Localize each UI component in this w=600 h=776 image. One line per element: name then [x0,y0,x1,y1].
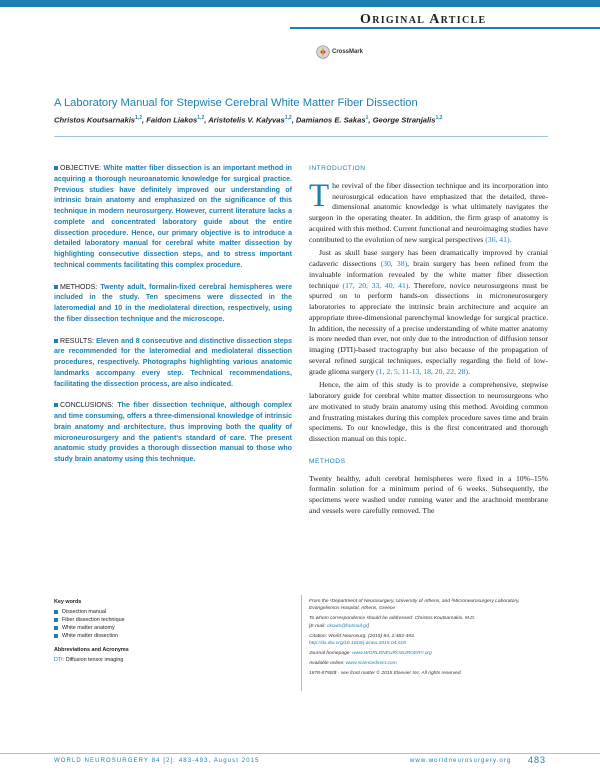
abstract [54,164,292,477]
footnote-divider [301,595,302,691]
citation-note: Citation: World Neurosurg. (2015) 84, 2:483-493. http://dx.doi.org/10.1016/j.wneu.2015.04.018 [309,633,416,647]
correspondence-note: To whom correspondence should be addressed: Christos Koutsarnakis, M.D. [E-mail: ckouts@hotmail.gr] [309,616,476,629]
author-name[interactable]: Faidon Liakos [146,115,198,125]
section-label: Original Article [360,12,487,27]
author-affiliation: 1 [365,115,369,121]
bullet-icon [54,634,58,638]
author-name[interactable]: Christos Koutsarnakis [54,115,136,125]
author-name[interactable]: Damianos E. Sakas [295,115,366,125]
bullet-icon [54,285,58,289]
abstract-objective: OBJECTIVE: White matter fiber dissection is an important method in acquiring a thorough neuroanatomic knowledge for surgical practice. Previous studies have definitely improved our understanding of intrinsic brain anatomy and emphasized on the significance of this technique in modern neurosurgery. However, current literature lacks a complete and concentrated laboratory guide about the entire dissection procedure. Hence, our primary objective is to introduce a detailed laboratory manual for cerebral white matter dissection by highlighting consecutive dissection steps, and to stress important technical comments facilitating this complex procedure. [54,165,292,269]
section-heading-methods: METHODS [309,457,346,465]
author-name[interactable]: George Stranjalis [372,115,436,125]
drop-cap: T [309,177,330,214]
bullet-icon [54,166,58,170]
intro-paragraph-3: Hence, the aim of this study is to provide a comprehensive, stepwise laboratory guide for cerebral white matter dissection to neurosurgeons who are motivated to study brain anatomy using this method. Avoiding common and frustrating mistakes during this complex procedure saves time and brain specimens. To our knowledge, this is the first concentrated and thorough dissection manual on this topic. [309,380,548,443]
footnotes [309,598,549,680]
sciencedirect-link[interactable]: www.sciencedirect.com [345,660,397,666]
bullet-icon [54,403,58,407]
author-affiliation: 1,2 [197,115,205,121]
methods-paragraph-1: Twenty healthy, adult cerebral hemispheres were fixed in a 10%–15% formalin solution for a minimum period of 6 weeks. Subsequently, the specimens were washed under running water and the arachnoid membrane and vessels were carefully removed. The [309,473,548,515]
citation-link[interactable]: (17, 20, 33, 40, 41) [342,280,409,290]
abbreviations-heading: Abbreviations and Acronyms [54,647,129,653]
keyword-item: White matter dissection [54,632,284,640]
keyword-item: White matter anatomy [54,624,284,632]
page-number: 483 [528,755,547,765]
affiliation-note: From the ¹Department of Neurosurgery, University of Athens, and ²Microneurosurgery Laboratory, Evangelismos Hospital, Athens, Greece [309,599,520,612]
bullet-icon [54,339,58,343]
author-list: Christos Koutsarnakis$^{1,2}$, Faidon Liakos$^{1,2}$, Aristotelis V. Kalyvas$^{1,2}$, Damianos E. Sakas$^1$, George Stranjalis$^{1,2}$ [54,115,443,125]
bullet-icon [54,610,58,614]
section-heading-introduction: INTRODUCTION [309,165,366,172]
abstract-results: RESULTS: Eleven and 8 consecutive and distinctive dissection steps are recommended for the lateromedial and mediolateral dissection procedures, respectively. Photographs highlighting various anatomic landmarks accompany every step. Technical recommendations, facilitating the dissection process, are also indicated. [54,337,293,388]
header-rule [290,27,600,29]
author-affiliation: 1,2 [135,115,142,121]
body-text [309,164,548,520]
citation-link[interactable]: (30, 38) [380,259,408,268]
email-link[interactable]: ckouts@hotmail.gr [326,623,368,629]
author-affiliation: 1,2 [435,115,443,121]
abstract-conclusions: CONCLUSIONS: The fiber dissection technique, although complex and time consuming, offers a three-dimensional knowledge of intrinsic brain anatomy and architecture, thus improving both the quality of microneurosurgery and the patient's standard of care. The present anatomic study provides a thorough dissection manual to those who study brain anatomy using this technique. [54,402,292,463]
bullet-icon [54,626,58,630]
available-online-note: Available online: www.sciencedirect.com [309,660,397,666]
footer-url[interactable]: www.worldneurosurgery.org [410,758,512,764]
footer-journal: WORLD NEUROSURGERY 84 [2]: 483-493, August 2015 [54,758,260,764]
author-name[interactable]: Aristotelis V. Kalyvas [208,115,285,125]
intro-paragraph-1: The revival of the fiber dissection technique and its incorporation into neurosurgical education have emphasized that the detailed, three-dimensional anatomic knowledge is what ultimately navigates the surgeon in the operating theater. In addition, the firm grasp of anatomy is acquired with this method. Current functional and neuroimaging studies have contributed to the evolution of new surgical perspectives (36, 41). [309,177,548,244]
bullet-icon [54,618,58,622]
copyright-note: 1878-8750/$ - see front matter © 2015 Elsevier Inc. All rights reserved. [309,670,462,676]
keywords-heading: Key words [54,599,82,605]
doi-link[interactable]: http://dx.doi.org/10.1016/j.wneu.2015.04.018 [309,641,406,647]
header-bar [0,0,600,7]
article-title: A Laboratory Manual for Stepwise Cerebral White Matter Fiber Dissection [54,97,418,109]
keywords-box [54,598,284,664]
keyword-item: Fiber dissection technique [54,616,284,624]
citation-link[interactable]: (36, 41). [485,234,512,244]
intro-paragraph-2: Just as skull base surgery has been dramatically improved by cranial cadaveric dissections (30, 38), brain surgery has been refined from the invaluable information revealed by the white matter fiber dissection technique (17, 20, 33, 40, 41). Therefore, novice neurosurgeons must be spurred on to perform hands-on dissections in microneurosurgery laboratories to appreciate the intrinsic brain architecture and acquire an appropriate three-dimensional parenchymal knowledge for surgical practice. In addition, the necessity of a precise understanding of white matter anatomy is more needed than ever, not only due to the introduction of diffusion tensor imaging (DTI)-based tractography but also because of the propagation of several refined surgical techniques, especially regarding the field of low-grade glioma surgery (1, 2, 5, 11-13, 18, 20, 22, 28). [309,248,548,376]
footer-divider [0,753,600,754]
title-divider [54,136,548,137]
journal-homepage-note: Journal homepage: www.WORLDNEUROSURGERY.org [309,650,432,656]
crossmark-badge[interactable] [316,42,363,62]
crossmark-icon [316,45,330,59]
keyword-item: Dissection manual [54,608,284,616]
citation-link[interactable]: (1, 2, 5, 11-13, 18, 20, 22, 28) [376,366,469,376]
author-affiliation: 1,2 [284,115,292,121]
journal-homepage-link[interactable]: www.WORLDNEUROSURGERY.org [352,650,432,656]
abbreviation-item: DTI: Diffusion tensor imaging [54,657,124,663]
crossmark-label: CrossMark [332,49,364,55]
abstract-methods: METHODS: Twenty adult, formalin-fixed cerebral hemispheres were included in the study. Ten specimens were dissected in the lateromedial and 10 in the mediolateral direction, respectively, using the fiber dissection technique and the microscope. [54,283,292,323]
